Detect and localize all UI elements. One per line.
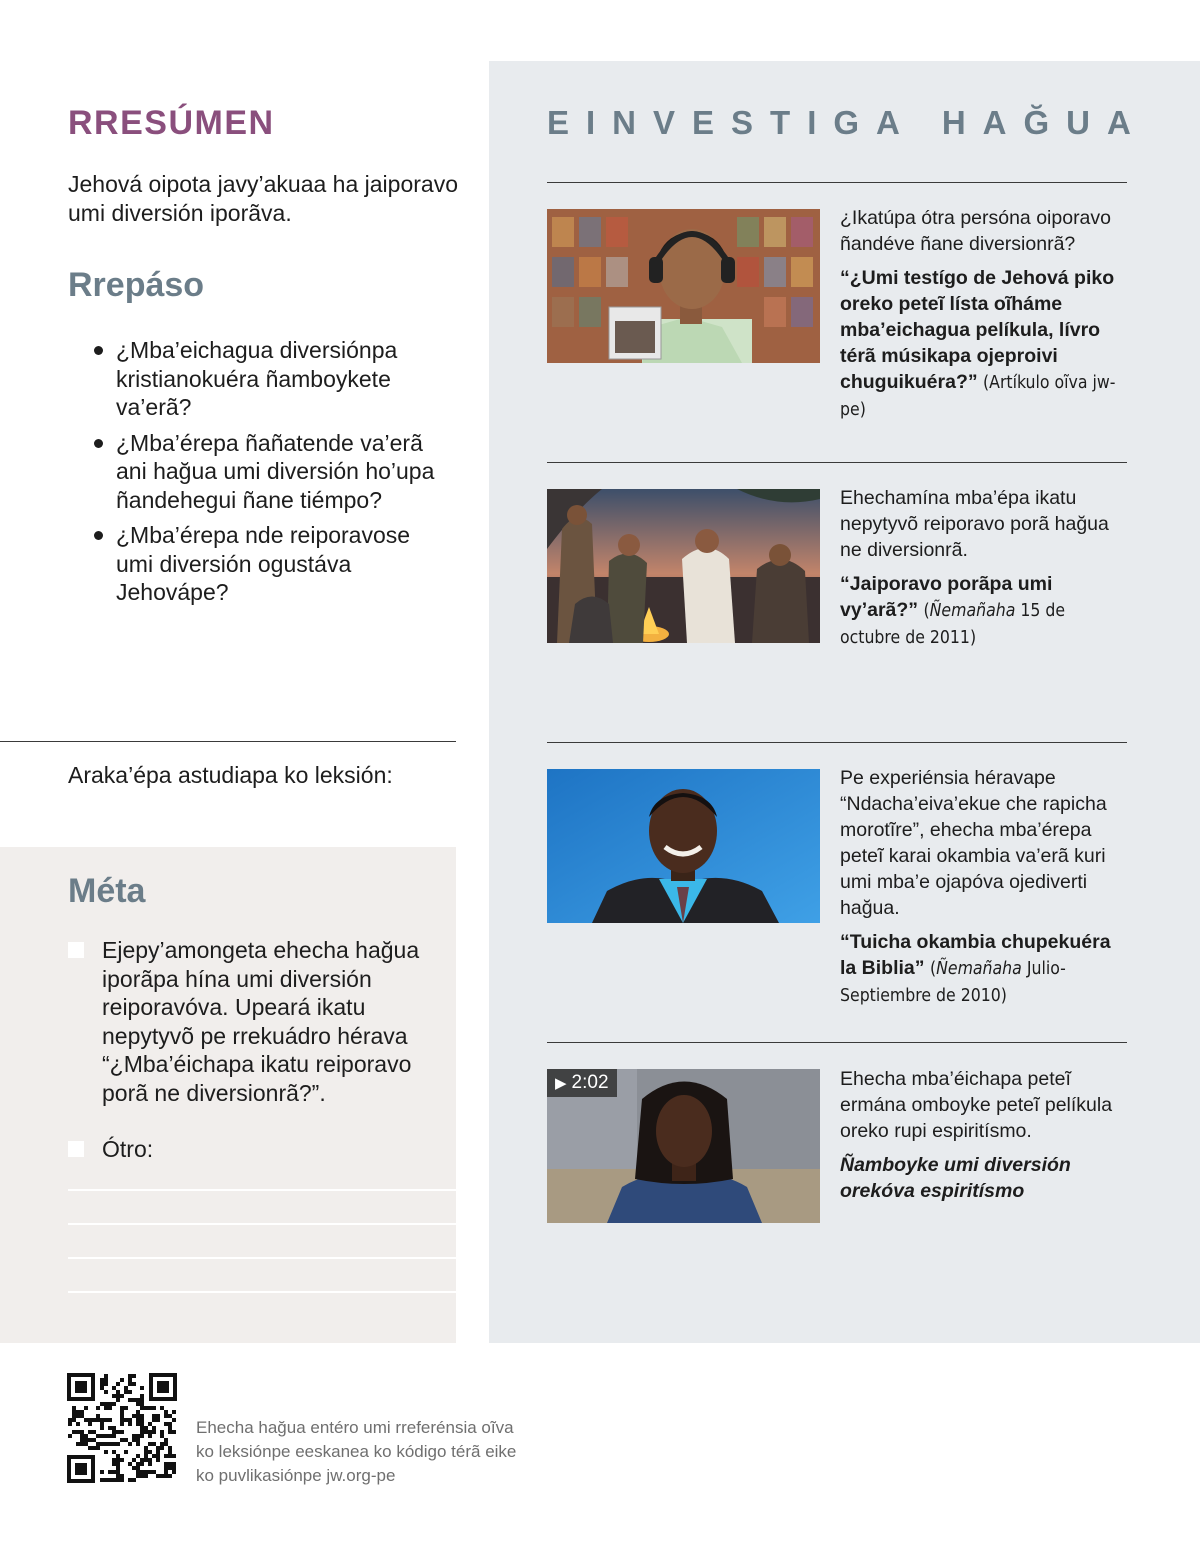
entry-divider bbox=[547, 462, 1127, 463]
research-entry bbox=[840, 765, 1130, 1009]
footer-text: Ehecha hağua entéro umi rreferénsia oĩva ko leksiónpe eeskanea ko kódigo térã eike ko puvlikasiónpe jw.org-pe bbox=[196, 1418, 517, 1485]
qr-code[interactable] bbox=[67, 1373, 177, 1483]
goal-item bbox=[68, 936, 428, 1107]
entry-reference[interactable] bbox=[840, 265, 1130, 423]
reference-source: (Artíkulo oĩva jw-pe) bbox=[840, 373, 1116, 420]
writing-line[interactable] bbox=[68, 1189, 456, 1191]
entry-description: Ehechamína mba’épa ikatu nepytyvõ reiporavo porã hağua ne diversionrã. bbox=[840, 487, 1109, 561]
checkbox[interactable] bbox=[68, 1141, 84, 1157]
reference-source: (Ñemañaha Julio-Septiembre de 2010) bbox=[840, 959, 1066, 1006]
teen-headphones-image[interactable] bbox=[547, 209, 820, 363]
video-duration-badge[interactable] bbox=[547, 1069, 617, 1097]
goal-title: Méta bbox=[68, 872, 146, 910]
reference-source: (Ñemañaha 15 de octubre de 2011) bbox=[840, 601, 1066, 648]
entry-divider bbox=[547, 1042, 1127, 1043]
checkbox[interactable] bbox=[68, 942, 84, 958]
entry-reference[interactable] bbox=[840, 929, 1130, 1009]
writing-line[interactable] bbox=[68, 1223, 456, 1225]
goal-text: Ótro: bbox=[102, 1136, 154, 1162]
video-title[interactable]: Ñamboyke umi diversión orekóva espiritísmo bbox=[840, 1154, 1071, 1202]
review-list bbox=[92, 336, 452, 614]
bullet-icon bbox=[94, 439, 103, 448]
research-entry bbox=[840, 485, 1130, 651]
entry-description: ¿Ikatúpa ótra persóna oiporavo ñandéve ñane diversionrã? bbox=[840, 207, 1112, 255]
review-item bbox=[92, 429, 452, 515]
goal-item-other bbox=[68, 1135, 428, 1164]
play-icon: ▶ bbox=[555, 1075, 567, 1092]
section-divider bbox=[0, 741, 456, 742]
summary-title: RRESÚMEN bbox=[68, 104, 275, 142]
review-title: Rrepáso bbox=[68, 266, 205, 304]
reference-title[interactable]: “¿Umi testígo de Jehová piko oreko peteĩ lísta oĩháme mba’eichagua pelíkula, lívro térã músikapa ojeproivi chuguikuéra?” bbox=[840, 267, 1115, 393]
research-entry bbox=[840, 1066, 1130, 1204]
entry-divider bbox=[547, 742, 1127, 743]
review-question: ¿Mba’érepa ñañatende va’erã ani hağua umi diversión ho’upa ñandehegui ñane tiémpo? bbox=[116, 429, 435, 513]
bullet-icon bbox=[94, 346, 103, 355]
writing-line[interactable] bbox=[68, 1257, 456, 1259]
campfire-painting-image[interactable] bbox=[547, 489, 820, 643]
video-duration: 2:02 bbox=[571, 1072, 609, 1093]
entry-divider bbox=[547, 182, 1127, 183]
entry-reference[interactable] bbox=[840, 571, 1130, 651]
review-question: ¿Mba’eichagua diversiónpa kristianokuéra ñamboykete va’erã? bbox=[116, 337, 398, 420]
goal-text: Ejepy’amongeta ehecha hağua iporãpa hína umi diversión reiporavóva. Upeará ikatu nepytyvõ pe rrekuádro hérava “¿Mba’éichapa ikatu reiporavo porã ne diversionrã?”. bbox=[102, 937, 420, 1106]
review-item bbox=[92, 521, 452, 607]
entry-description: Ehecha mba’éichapa peteĩ ermána omboyke peteĩ pelíkula oreko rupi espiritísmo. bbox=[840, 1068, 1113, 1142]
bullet-icon bbox=[94, 531, 103, 540]
entry-description: Pe experiénsia héravape “Ndacha’eiva’ekue che rapicha morotĩre”, ehecha mba’érepa peteĩ karai okambia va’erã kuri umi mba’e ojapóva ojediverti hağua. bbox=[840, 767, 1107, 919]
reference-title[interactable]: “Jaiporavo porãpa umi vy’arã?” bbox=[840, 573, 1053, 621]
research-title: EINVESTIGA HAĞUA bbox=[547, 104, 1148, 141]
review-question: ¿Mba’érepa nde reiporavose umi diversión ogustáva Jehovápe? bbox=[116, 522, 411, 605]
research-entry bbox=[840, 205, 1130, 423]
summary-text: Jehová oipota javy’akuaa ha jaiporavo umi diversión iporãva. bbox=[68, 171, 458, 226]
smiling-man-image[interactable] bbox=[547, 769, 820, 923]
reference-title[interactable]: “Tuicha okambia chupekuéra la Biblia” bbox=[840, 931, 1111, 979]
study-date-label: Araka’épa astudiapa ko leksión: bbox=[68, 762, 393, 788]
review-item bbox=[92, 336, 452, 422]
writing-line[interactable] bbox=[68, 1291, 456, 1293]
